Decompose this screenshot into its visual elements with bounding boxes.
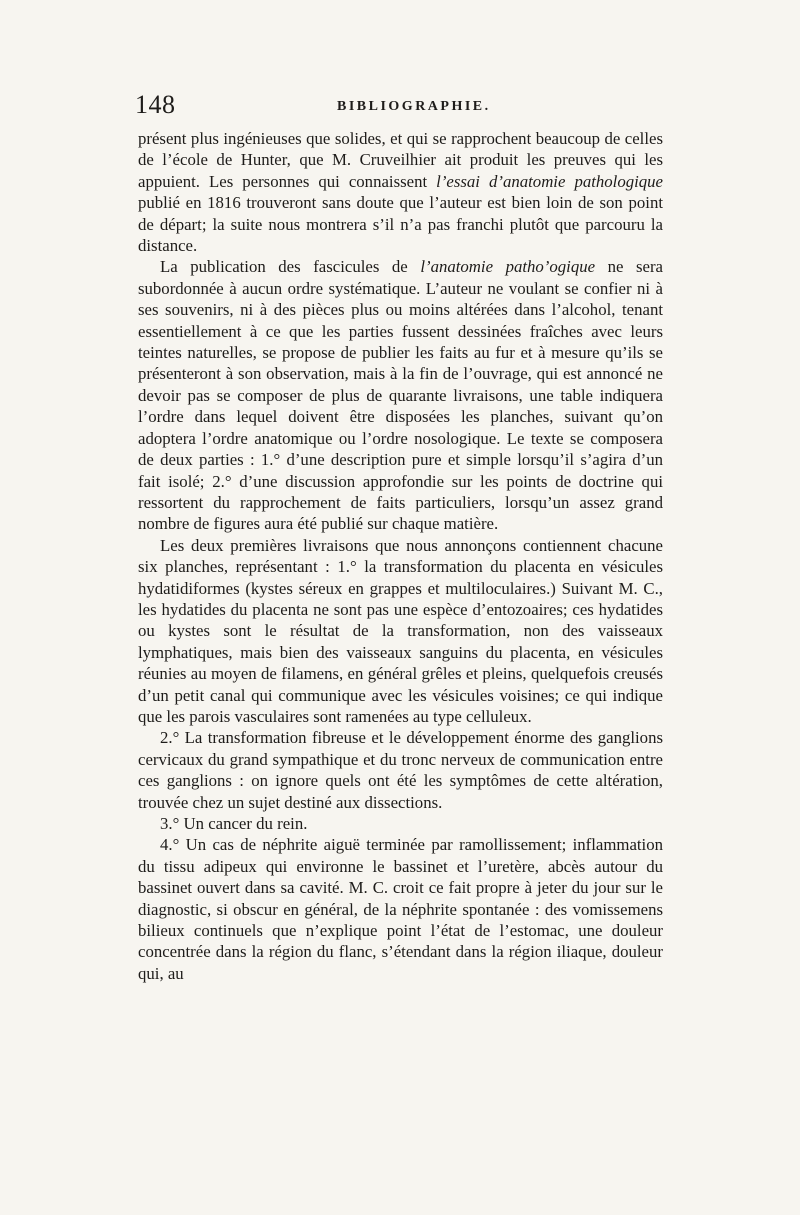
list-item-2: 2.° La transformation fibreuse et le développement énorme des ganglions cervicaux du grand sympathique et du tronc nerveux de communication entre ces ganglions : on ignore quels ont été les symptômes de cette altération, trouvée chez un sujet destiné aux dissections. [138, 728, 663, 812]
body-text [138, 128, 663, 984]
text-run: ne sera subordonnée à aucun ordre systématique. L’auteur ne voulant se confier ni à ses souvenirs, ni à des pièces plus ou moins altérées dans l’alcohol, tenant essentiellement à ce que les parties fussent dessinées fraîches avec leurs teintes naturelles, se propose de publier les faits au fur et à mesure qu’ils se présenteront à son observation, mais à la fin de l’ouvrage, qui est annoncé ne devoir pas se composer de plus de quarante livraisons, une table indiquera l’ordre dans lequel doivent être disposées les planches, suivant qu’on adoptera l’ordre anatomique ou l’ordre nosologique. Le texte se composera de deux parties : 1.° d’une description pure et simple lorsqu’il s’agira d’un fait isolé; 2.° d’une discussion approfondie sur les points de doctrine qui ressortent du rapprochement de faits particuliers, lorsqu’un assez grand nombre de figures aura été publié sur chaque matière. [138, 257, 664, 534]
paragraph-publication [138, 256, 663, 534]
text-run: publié en 1816 trouveront sans doute que l’auteur est bien loin de son point de départ; la suite nous montrera s’il n’a pas franchi plutôt que parcouru la distance. [138, 193, 663, 256]
page-header [135, 88, 665, 122]
list-item-3: 3.° Un cancer du rein. [160, 814, 308, 833]
paragraph-livraisons: Les deux premières livraisons que nous annonçons contiennent chacune six planches, représentant : 1.° la transformation du placenta en vésicules hydatidiformes (kystes séreux en grappes et multiloculaires.) Suivant M. C., les hydatides du placenta ne sont pas une espèce d’entozoaires; ces hydatides ou kystes sont le résultat de la transformation, non des vaisseaux lymphatiques, mais bien des vaisseaux sanguins du placenta, en vésicules réunies au moyen de filamens, en général grêles et pleins, quelquefois creusés d’un petit canal qui communique avec les vésicules voisines; ce qui indique que les parois vasculaires sont ramenées au type celluleux. [138, 535, 663, 726]
page-number: 148 [135, 90, 176, 119]
list-item-4: 4.° Un cas de néphrite aiguë terminée par ramollissement; inflammation du tissu adipeux qui environne le bassinet et l’uretère, abcès autour du bassinet ouvert dans sa cavité. M. C. croit ce fait propre à jeter du jour sur le diagnostic, si obscur en général, de la néphrite spontanée : des vomissemens bilieux continuels que n’explique point l’état de l’estomac, une douleur concentrée dans la région du flanc, s’étendant dans la région iliaque, douleur qui, au [138, 835, 663, 983]
paragraph-continuation [138, 128, 663, 256]
running-title: BIBLIOGRAPHIE. [337, 99, 491, 114]
book-title-italic: l’essai d’anatomie pathologique [436, 171, 664, 191]
book-title-italic: l’anatomie patho’ogique [420, 257, 596, 277]
text-run: présent plus ingénieuses que solides, et qui se rapprochent beaucoup de celles de l’école de Hunter, que M. Cruveilhier ait produit les preuves qui les appuient. Les personnes qui connaissent [138, 129, 663, 191]
text-run: La publication des fascicules de [160, 257, 421, 277]
